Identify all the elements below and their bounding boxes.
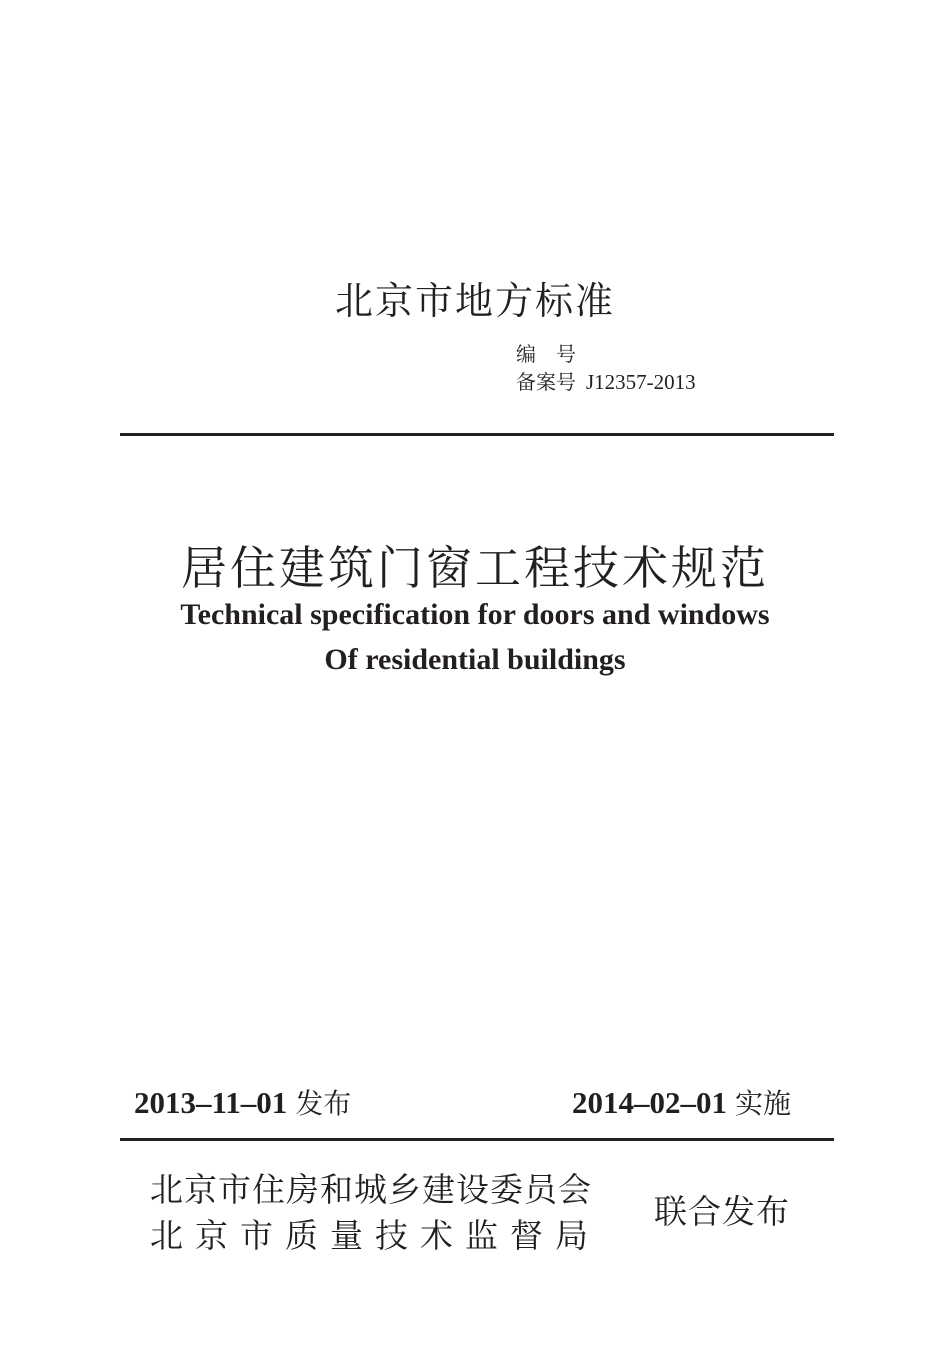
- effective-date-block: [572, 1082, 791, 1122]
- issue-date-block: [134, 1082, 351, 1122]
- effective-label: 实施: [735, 1087, 792, 1120]
- standard-type: 北京市地方标准: [334, 279, 615, 323]
- publisher-line-1: 北京市住房和城乡建设委员会: [150, 1170, 592, 1209]
- joint-publish-label: 联合发布: [654, 1192, 790, 1231]
- record-number-value: J12357-2013: [586, 370, 696, 394]
- publisher-line-2: 北京市质量技术监督局: [150, 1216, 600, 1255]
- record-number-label: 备案号: [516, 370, 576, 394]
- issue-label: 发布: [295, 1087, 352, 1120]
- effective-date: 2014–02–01: [572, 1085, 727, 1120]
- bottom-divider: [120, 1138, 834, 1141]
- code-number-label: 编号: [516, 342, 596, 366]
- document-title-en-line2: Of residential buildings: [324, 643, 626, 676]
- record-number-row: [516, 366, 696, 395]
- document-title-cn: 居住建筑门窗工程技术规范: [181, 541, 769, 595]
- document-title-en-line1: Technical specification for doors and windows: [180, 598, 770, 631]
- top-divider: [120, 433, 834, 436]
- issue-date: 2013–11–01: [134, 1085, 288, 1120]
- code-number-row: [516, 338, 606, 367]
